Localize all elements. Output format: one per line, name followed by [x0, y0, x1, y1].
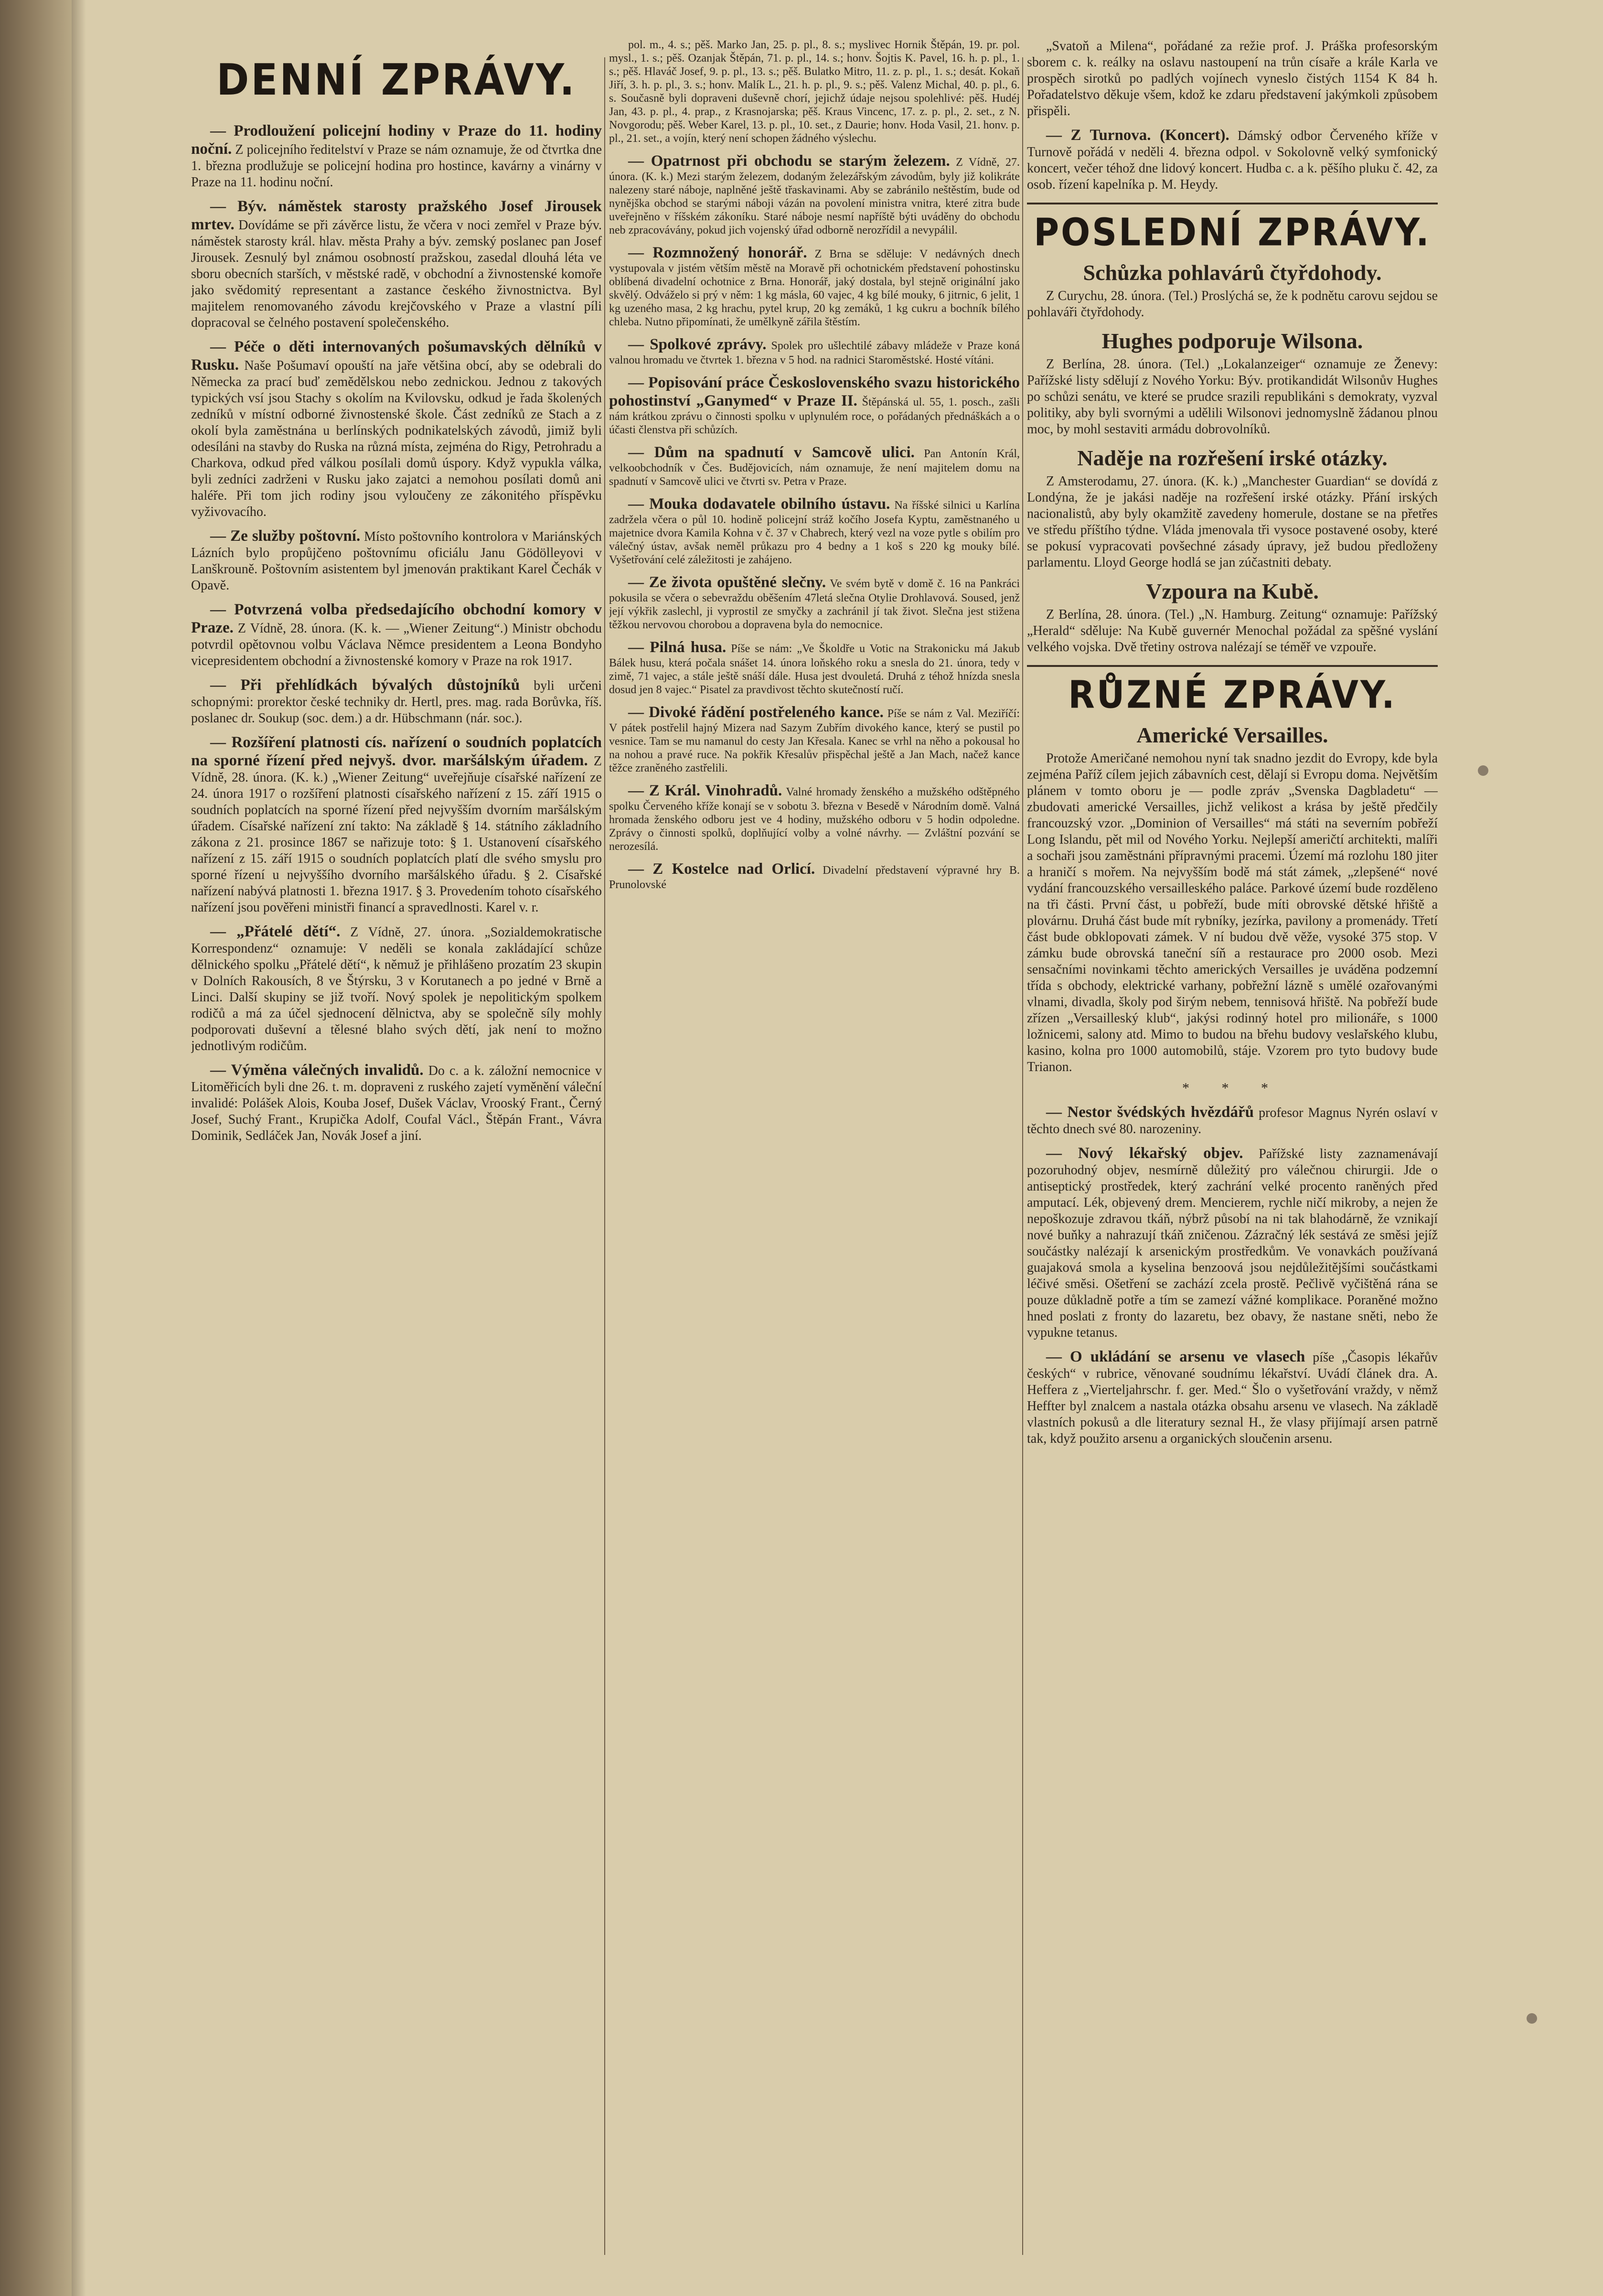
- article-body: Z Vídně, 28. února. (K. k.) „Wiener Zeitung“ uveřejňuje císařské nařízení ze 24. února 1917 o rozšíření platnosti císařského nařízení z 15. září 1915 o soudních poplatcích na sporné řízení před nejvyšším dvorním maršálským úřadem. Císařské nařízení zní takto: Na základě § 14. státního základního zákona z 21. prosince 1867 se nařizuje toto: § 1. Ustanovení císařského nařízení z 15. září 1915 o soudních poplatcích platí dle svého smyslu pro sporné řízení u nejvyššího dvorního maršálského úřadu. § 2. Císařské nařízení nabývá platnosti 1. března 1917. § 3. Provedením tohoto císařského nařízení jsou pověřeni ministři financí a spravedlnosti. Karel v. r.: [191, 754, 602, 915]
- section-title-posledni-zpravy: POSLEDNÍ ZPRÁVY.: [1034, 210, 1431, 255]
- article-body: Z policejního ředitelství v Praze se nám oznamuje, že od čtvrtka dne 1. března prodlužuje se policejní hodina pro hostince, kavárny a vinárny v Praze na 11. hodinu noční.: [191, 142, 602, 190]
- section-rule: [1027, 665, 1438, 667]
- article: [191, 676, 602, 727]
- article-text: [609, 638, 1020, 697]
- column-rule-2: [1022, 57, 1023, 2255]
- article-text: [609, 443, 1020, 488]
- article: [1027, 38, 1438, 119]
- column-1-articles: [191, 122, 602, 1144]
- article-headline: — Ze života opuštěné slečny.: [628, 574, 826, 591]
- column-3-articles: [1027, 38, 1438, 193]
- article: [609, 152, 1020, 237]
- article: [609, 860, 1020, 891]
- article-body: Ve svém bytě v domě č. 16 na Pankráci pokusila se včera o sebevraždu oběšením 47letá slečna Otylie Drohlavová. Soused, jenž její výkřik zaslechl, ji vyprostil ze smyčky a zachránil jí tak život. Slečna jest stižena těžkou nervovou chorobou a dopravena byla do nemocnice.: [609, 578, 1020, 631]
- article-headline: — Prodloužení policejní hodiny v Praze do 11. hodiny noční.: [191, 122, 602, 158]
- article-subhead: Schůzka pohlavárů čtyřdohody.: [1083, 260, 1382, 285]
- article-body: Pan Antonín Král, velkoobchodník v Čes. Budějovicích, nám oznamuje, že není majitelem domu na spadnutí v Samcově ulici ve čtvrti sv. Petra v Praze.: [609, 448, 1020, 488]
- section-rule: [1027, 203, 1438, 204]
- article-subhead: Americké Versailles.: [1136, 723, 1328, 747]
- article-text: [609, 152, 1020, 237]
- column-rule-1: [604, 57, 605, 2255]
- article: [1027, 1103, 1438, 1137]
- article-text: [609, 244, 1020, 329]
- article-body: Do c. a k. záložní nemocnice v Litoměřicích byli dne 26. t. m. dopraveni z ruského zajetí vyměnění váleční invalidé: Polášek Alois, Kouba Josef, Dušek Václav, Vrooský Frant., Černý Josef, Suchý Frant., Krupička Adolf, Coufal Václ., Štěpán Frant., Vávra Dominik, Sedláček Jan, Novák Josef a jiní.: [191, 1063, 602, 1143]
- article-text: [609, 860, 1020, 891]
- article: [1027, 328, 1438, 438]
- article-headline: — Potvrzená volba předsedajícího obchodní komory v Praze.: [191, 601, 602, 636]
- article: [191, 1061, 602, 1144]
- article-body: Divadelní představení výpravné hry B. Prunolovské: [609, 864, 1020, 891]
- article: [191, 527, 602, 594]
- article-text: [609, 335, 1020, 367]
- article: [609, 335, 1020, 367]
- article-text: [1027, 38, 1438, 119]
- page-edge-shadow: [0, 0, 72, 2296]
- column-2-articles: [609, 38, 1020, 891]
- latest-news: [1027, 260, 1438, 655]
- article-headline: — Rozmnožený honorář.: [628, 244, 807, 261]
- article-text: [191, 676, 602, 727]
- article-text: [191, 527, 602, 594]
- article-headline: — Péče o děti internovaných pošumavských dělníků v Rusku.: [191, 338, 602, 374]
- article-headline: — „Přátelé dětí“.: [210, 923, 341, 940]
- article-text: [609, 703, 1020, 775]
- article: [609, 703, 1020, 775]
- article-headline: — Opatrnost při obchodu se starým železem.: [628, 152, 950, 170]
- article: [1027, 1348, 1438, 1447]
- article-body: Z Curychu, 28. února. (Tel.) Proslýchá se, že k podnětu carovu sejdou se pohlaváři čtyřdohody.: [1027, 289, 1438, 320]
- article-headline: — Při přehlídkách bývalých důstojníků: [210, 676, 520, 694]
- article: [1027, 579, 1438, 655]
- article-body: byli určeni schopnými: prorektor české techniky dr. Hertl, pres. mag. rada Borůvka, říš. poslanec dr. Soukup (soc. dem.) a dr. Hübschmann (nár. soc.).: [191, 678, 602, 726]
- article-text: [1027, 607, 1438, 655]
- article-text: [1027, 126, 1438, 193]
- article: [191, 923, 602, 1054]
- article-headline: — Spolkové zprávy.: [628, 336, 767, 353]
- article-body: Z Brna se sděluje: V nedávných dnech vystupovala v jistém větším městě na Moravě při ochotnickém představení pohostinsku oblíbená divadelní ochotnice z Brna. Honorář, jaký dostala, byl stejně originální jako skvělý. Odváželo si prý v něm: 1 kg másla, 60 vajec, 4 kg bílé mouky, 6 jitrnic, 6 jelit, 1 kg uzeného masa, 2 kg hrachu, pytel krup, 20 kg zemáků, 1 kg cukru a bochník bílého chleba. Nutno připomínati, že umělkyně zářila štěstím.: [609, 248, 1020, 328]
- section-title-denni-zpravy: DENNÍ ZPRÁVY.: [216, 55, 577, 105]
- article: [609, 38, 1020, 145]
- article-body: Z Vídně, 28. února. (K. k. — „Wiener Zeitung“.) Ministr obchodu potvrdil opětovnou volbu Václava Němce presidentem a Leona Bondyho vicepresidentem obchodní a živnostenské komory v Praze na rok 1917.: [191, 621, 602, 668]
- article: [1027, 445, 1438, 571]
- article-body: Z Vídně, 27. února. (K. k.) Mezi starým železem, dodaným železářským závodům, byly již kolikráte nalezeny staré náboje, naplněné ještě třaskavinami. Aby se zabránilo neštěstím, bude od nynějška obchod se starými náboji vázán na povolení ministra vnitra, které zitra bude uveřejněno v říšském zákoníku. Staré náboje nesmí napříště býti uváděny do obchodu neb zpracovávány, pokud jich vojenský úřad odborně nerozřídil a nevypálil.: [609, 156, 1020, 236]
- article: [191, 197, 602, 331]
- article-body: Valné hromady ženského a mužského odštěpného spolku Červeného kříže konají se v sobotu 3. března v Besedě v Národním domě. Valná hromada ženského odboru jest ve 4 hodiny, mužského odboru v 5 hodin odpoledne. Zprávy o činnosti spolků, doplňující volby a volné návrhy. — Zvláštní pozvání se nerozesílá.: [609, 786, 1020, 853]
- article-text: [191, 197, 602, 331]
- separator-stars: * * *: [1182, 1080, 1282, 1096]
- binding-hole: [1478, 765, 1488, 776]
- article-text: [191, 601, 602, 669]
- article-body: Píše se nám: „Ve Školdře u Votic na Strakonicku má Jakub Bálek husu, která počala snášet 14. února loňského roku a snesla do 21. února, tedy v zimě, 71 vajec, a stále ještě snáší dále. Husa jest dvouletá. Druhá z téhož hnízda snesla dosud jen 8 vajec.“ Pisatel za pravdivost těchto skutečností ručí.: [609, 643, 1020, 696]
- page-fold: [72, 0, 86, 2296]
- article: [191, 733, 602, 916]
- article-body: Dovídáme se při závěrce listu, že včera v noci zemřel v Praze býv. náměstek starosty král. hlav. města Prahy a býv. zemský poslanec pan Josef Jirousek. Zesnulý byl známou osobností pražskou, zasedal dlouhá léta ve sboru obecních starších, v městské radě, v obchodní a živnostenské komoře jako svědomitý representant a zastance českého živnostnictva. Byl majitelem renomovaného závodu krejčovského v Praze a vlastní píli dopracoval se čelného postavení společenského.: [191, 218, 602, 330]
- article-subhead: Naděje na rozřešení irské otázky.: [1077, 446, 1388, 470]
- section-title-ruzne-zpravy: RŮZNÉ ZPRÁVY.: [1068, 672, 1397, 717]
- article-headline: — Ze služby poštovní.: [210, 527, 361, 545]
- article-text: [1027, 1348, 1438, 1447]
- article-body: Protože Američané nemohou nyní tak snadno jezdit do Evropy, kde byla zejména Paříž cílem jejich zábavních cest, dělají si Evropu doma. Největším plánem v tomto oboru je — podle zpráv „Svenska Dagbladetu“ — zbudovati americké Versailles, jichž velikost a krása by ještě předčily francouzský vzor. „Dominion of Versailles“ má státi na severním pobřeží Long Islandu, pět mil od Nového Yorku. Nejlepší američtí architekti, malíři a sochaři jsou zaměstnáni přípravnými pracemi. Území má rozlohu 180 jiter a hraničí s mořem. Na nejvyšším bodě má stát zámek, „zlepšené“ nové vydání francouzského versailleského paláce. Parkové území bude rozděleno na tři části. První část, u pobřeží, bude míti obrovské dětské hřiště a plovárnu. Druhá část bude mít rybníky, jezírka, pavilony a promenády. Třetí část bude obklopovati zámek. V ní budou dvě věže, vysoké 375 stop. V zámku bude obrovská taneční síň a restaurace pro 2000 osob. Mezi sensačními novinkami těchto amerických Versailles je uváděna podzemní třída s obchody, elektrické varhany, pobřežní lázně s umělé ozařovanými vlnami, divadla, školy pod širým nebem, tennisová hřiště. Na pobřeží bude zřízen „Versailleský klub“, jakýsi rodinný hotel pro milionáře, s 1000 ložnicemi, salony atd. Mimo to budou na břehu budovy veslařského klubu, kasino, kolna pro 1000 automobilů, stáje. Vzorem pro tyto budovy bude Trianon.: [1027, 751, 1438, 1074]
- article-body: Píše se nám z Val. Meziříčí: V pátek postřelil hajný Mizera nad Sazym Zubřím divokého kance, který se pustil po vesnice. Tam se mu namanul do cesty Jan Křesala. Kanec se vrhl na něho a pokousal ho na nohou a pravé ruce. Na pokřik Křesalův přispěchal ještě a Jan Mach, načež kance těžce zraněného zastřelili.: [609, 708, 1020, 774]
- article-text: [609, 573, 1020, 632]
- article-body: Spolek pro ušlechtilé zábavy mládeže v Praze koná valnou hromadu ve čtvrtek 1. března v 5 hod. na radnici Staroměstské. Hosté vítáni.: [609, 340, 1020, 366]
- article: [609, 244, 1020, 329]
- article-text: [1027, 288, 1438, 321]
- article-headline: — Výměna válečných invalidů.: [210, 1062, 424, 1079]
- article: [1027, 126, 1438, 193]
- article: [609, 638, 1020, 697]
- article-body: Pařížské listy zaznamenávají pozoruhodný objev, nesmírně důležitý pro válečnou chirurgii. Jde o antiseptický prostředek, který zachrání velké procento raněných před amputací. Lék, objevený drem. Mencierem, rychle ničí mikroby, a nejen že nepoškozuje zdravou tkáň, nýbrž působí na ni tak blahodárně, že vznikají nové buňky a nahrazují tkáň zničenou. Zázračný lék sestává ze směsi jejíž součástky nalézají k arsenickým prostředkům. Ve vonavkách používaná guajaková smola a kyselina benzoová jsou nejdůležitějšími součástkami léčivé směsi. Ošetření se zachází zcela prostě. Pečlivě vyčištěná rána se pouze důkladně potře a tím se zamezí vážné komplikace. Poraněné možno hned poslati z fronty do lazaretu, bez obavy, že nastane sněti, nebo že vypukne tetanus.: [1027, 1147, 1438, 1340]
- article-headline: — Z Kostelce nad Orlicí.: [628, 860, 815, 878]
- article-text: [191, 1061, 602, 1144]
- article-text: [609, 374, 1020, 437]
- article-text: [1027, 356, 1438, 438]
- article: [609, 443, 1020, 488]
- article-body: Na říšské silnici u Karlína zadržela včera o půl 10. hodině policejní stráž kočího Josefa Kyptu, zaměstnaného u majetnice dvora Kamila Kohna v č. 37 v Chabrech, který vezl na voze pytle s obilím pro válečný ústav, avšak neměl průkazu pro 4 bedny a 1 koš s 220 kg mouky bílé. Vyšetřování celé záležitosti je zahájeno.: [609, 499, 1020, 566]
- article: [609, 374, 1020, 437]
- article-body: profesor Magnus Nyrén oslaví v těchto dnech své 80. narozeniny.: [1027, 1105, 1438, 1137]
- article-body: Z Amsterodamu, 27. února. (K. k.) „Manchester Guardian“ se dovídá z Londýna, že je jakási naděje na rozřešení irské otázky. Přání irských nacionalistů, aby byly okamžitě zavedeny homerule, dostane se na přetřes ve středu příštího týdne. Vláda jmenovala tři vysoce postavené osoby, které se pokusí vypracovati povšechné zásady úpravy, jež budou předloženy parlamentu. Lloyd George hodlá se jan zúčastniti debaty.: [1027, 474, 1438, 570]
- article-headline: — Popisování práce Československého svazu historického pohostinství „Ganymed“ v Praze II.: [609, 374, 1020, 409]
- article-body: Místo poštovního kontrolora v Mariánských Lázních bylo propůjčeno poštovnímu oficiálu Janu Gödölleyovi v Lanškrouně. Poštovním asistentem byl jmenován praktikant Karel Čechák v Opavě.: [191, 529, 602, 593]
- article: [1027, 260, 1438, 321]
- article-body: Dámský odbor Červeného kříže v Turnově pořádá v neděli 4. března odpol. v Sokolovně velký symfonický koncert, večer téhož dne lidový koncert. Hudba c. a k. pěšího pluku č. 42, za osob. řízení kapelníka p. M. Heydy.: [1027, 129, 1438, 192]
- column-1: [191, 38, 602, 2279]
- article-body: Z Vídně, 27. února. „Sozialdemokratische Korrespondenz“ oznamuje: V neděli se konala zakládající schůze dělnického spolku „Přátelé dětí“, k němuž je přihlášeno prozatím 23 skupin v Dolních Rakousích, 8 ve Štýrsku, 3 v Korutanech a po jedné v Brně a Linci. Další skupiny se již tvoří. Nový spolek je nepolitickým spolkem rodičů a má za účel sjednocení dělnictva, aby se společně síly mohly podporovati duševní a tělesné blaho svých dětí, jak není to možno jednotlivým rodičům.: [191, 925, 602, 1053]
- article-body: pol. m., 4. s.; pěš. Marko Jan, 25. p. pl., 8. s.; myslivec Hornik Štěpán, 19. pr. pol. mysl., 1. s.; pěš. Ozanjak Štěpán, 71. p. pl., 14. s.; honv. Šojtis K. Pavel, 16. h. p. pl., 1. s.; pěš. Hlaváč Josef, 9. p. pl., 13. s.; pěš. Bulatko Mitro, 11. z. p. pl., 1. s.; desát. Kokaň Jiří, 3. h. p. pl., 3. s.; honv. Malík L., 21. h. p. pl., 9. s.; pěš. Valenz Michal, 40. p. pl., 6. s. Současně byli dopraveni duševně chorí, jejichž údaje nejsou spolehlivé: pěš. Hudéj Jan, 43. p. pl., 4. prap., z Krasnojarska; pěš. Kraus Vincenc, 17. z. p. pl., 2. set., z N. Novgorodu; pěš. Weber Karel, 13. p. pl., 10. set., z Daurie; honv. Hoda Vasil, 21. honv. p. pl., 21. set., a vojín, který není schopen žádného výslechu.: [609, 39, 1020, 145]
- article-headline: — Rozšíření platnosti cís. nařízení o soudních poplatcích na sporné řízení před nejvyš. dvor. maršálským úřadem.: [191, 734, 602, 769]
- article-body: Z Berlína, 28. února. (Tel.) „Lokalanzeiger“ oznamuje ze Ženevy: Pařížské listy sdělují z Nového Yorku: Býv. protikandidát Wilsonův Hughes po schůzi senátu, ve které se prudce srazili republikáni s demokraty, vyzval politiky, aby byli svornými a udělili Wilsonovi jednomyslně žádanou plnou moc, by mohl sestaviti armádu dobrovolníků.: [1027, 357, 1438, 437]
- article-text: [1027, 1103, 1438, 1137]
- article-subhead: Hughes podporuje Wilsona.: [1101, 329, 1363, 353]
- article: [609, 495, 1020, 567]
- article-headline: — Z Král. Vinohradů.: [628, 782, 782, 799]
- article-headline: — Pilná husa.: [628, 639, 727, 656]
- article-headline: — Z Turnova. (Koncert).: [1046, 127, 1229, 144]
- article-text: [191, 923, 602, 1054]
- article-text: [1027, 473, 1438, 571]
- article-body: píše „Časopis lékařův českých“ v rubrice, věnované soudnímu lékařství. Uvádí článek dra. A. Heffera z „Vierteljahrschr. f. ger. Med.“ Šlo o vyšetřování vraždy, v němž Heffter byl znalcem a nastala otázka obsahu arsenu ve vlasech. Na základě vlastních pokusů a dle literatury seznal H., že vlasy přijímají arsen patrně tak, když použito arsenu a organických sloučenin arsenu.: [1027, 1350, 1438, 1446]
- column-2: [609, 38, 1020, 2279]
- article: [609, 573, 1020, 632]
- article: [1027, 1144, 1438, 1341]
- article: [1027, 722, 1438, 1096]
- article-headline: — Nestor švédských hvězdářů: [1046, 1104, 1254, 1121]
- article-headline: — Nový lékařský objev.: [1046, 1145, 1243, 1162]
- article-body: Naše Pošumaví opouští na jaře většina obcí, aby se odebrali do Německa za prací buď zemědělskou nebo zednickou. Jednou z takových typických vsí jsou Stachy s okolím na Kvilovsku, odkud je řada školených zedníků v místní odborné živnostenské škole. Část zedníků ze Stach a z okolí byla zaměstnána u berlínských podnikatelských závodů, jimiž byli odesíláni na stavby do Ruska na různá místa, zejména do Rigy, Petrohradu a Charkova, odkud před válkou posílali domů úspory. Když vypukla válka, byli zedníci zadrženi v Rusku jako zajatci a nemohou posílati domů ani haléře. Při tom jich rodiny jsou vyloučeny ze zákonitého příspěvku vyživovacího.: [191, 358, 602, 519]
- article: [609, 782, 1020, 853]
- article-text: [191, 338, 602, 520]
- article-text: [609, 495, 1020, 567]
- article-headline: — Dům na spadnutí v Samcově ulici.: [628, 444, 915, 461]
- article-body: Z Berlína, 28. února. (Tel.) „N. Hamburg. Zeitung“ oznamuje: Pařížský „Herald“ sděluje: Na Kubě guvernér Menochal požádal za spěšné vyslání velkého vojska. Dvě třetiny ostrova nalézají se téměř ve vzpouře.: [1027, 607, 1438, 654]
- article-text: [191, 733, 602, 916]
- article-text: [1027, 1144, 1438, 1341]
- article-text: [191, 122, 602, 191]
- article-headline: — Divoké řádění postřeleného kance.: [628, 704, 884, 721]
- column-3: [1027, 38, 1438, 2279]
- article-headline: — Býv. náměstek starosty pražského Josef Jirousek mrtev.: [191, 198, 602, 233]
- article: [191, 601, 602, 669]
- article-subhead: Vzpoura na Kubě.: [1146, 579, 1319, 603]
- article-headline: — Mouka dodavatele obilního ústavu.: [628, 495, 890, 513]
- binding-hole: [1527, 2013, 1537, 2024]
- article-body: Štěpánská ul. 55, 1. posch., zašli nám krátkou zprávu o činnosti spolku v uplynulém roce, o pořádaných přednáškách a o účasti členstva při schůzích.: [609, 396, 1020, 436]
- article-body: „Svatoň a Milena“, pořádané za režie prof. J. Práška profesorským sborem c. k. reálky na oslavu nastoupení na trůn císaře a krále Karla ve prospěch sirotků po padlých vojínech vyneslo čistých 1154 K 84 h. Pořadatelstvo děkuje všem, kdož ke zdaru představení jakýmkoli způsobem přispěli.: [1027, 39, 1438, 118]
- article-headline: — O ukládání se arsenu ve vlasech: [1046, 1348, 1305, 1365]
- article: [191, 338, 602, 520]
- article: [191, 122, 602, 191]
- article-text: [609, 782, 1020, 853]
- article-text: [1027, 751, 1438, 1075]
- miscellaneous-news: [1027, 722, 1438, 1447]
- article-text: [609, 38, 1020, 145]
